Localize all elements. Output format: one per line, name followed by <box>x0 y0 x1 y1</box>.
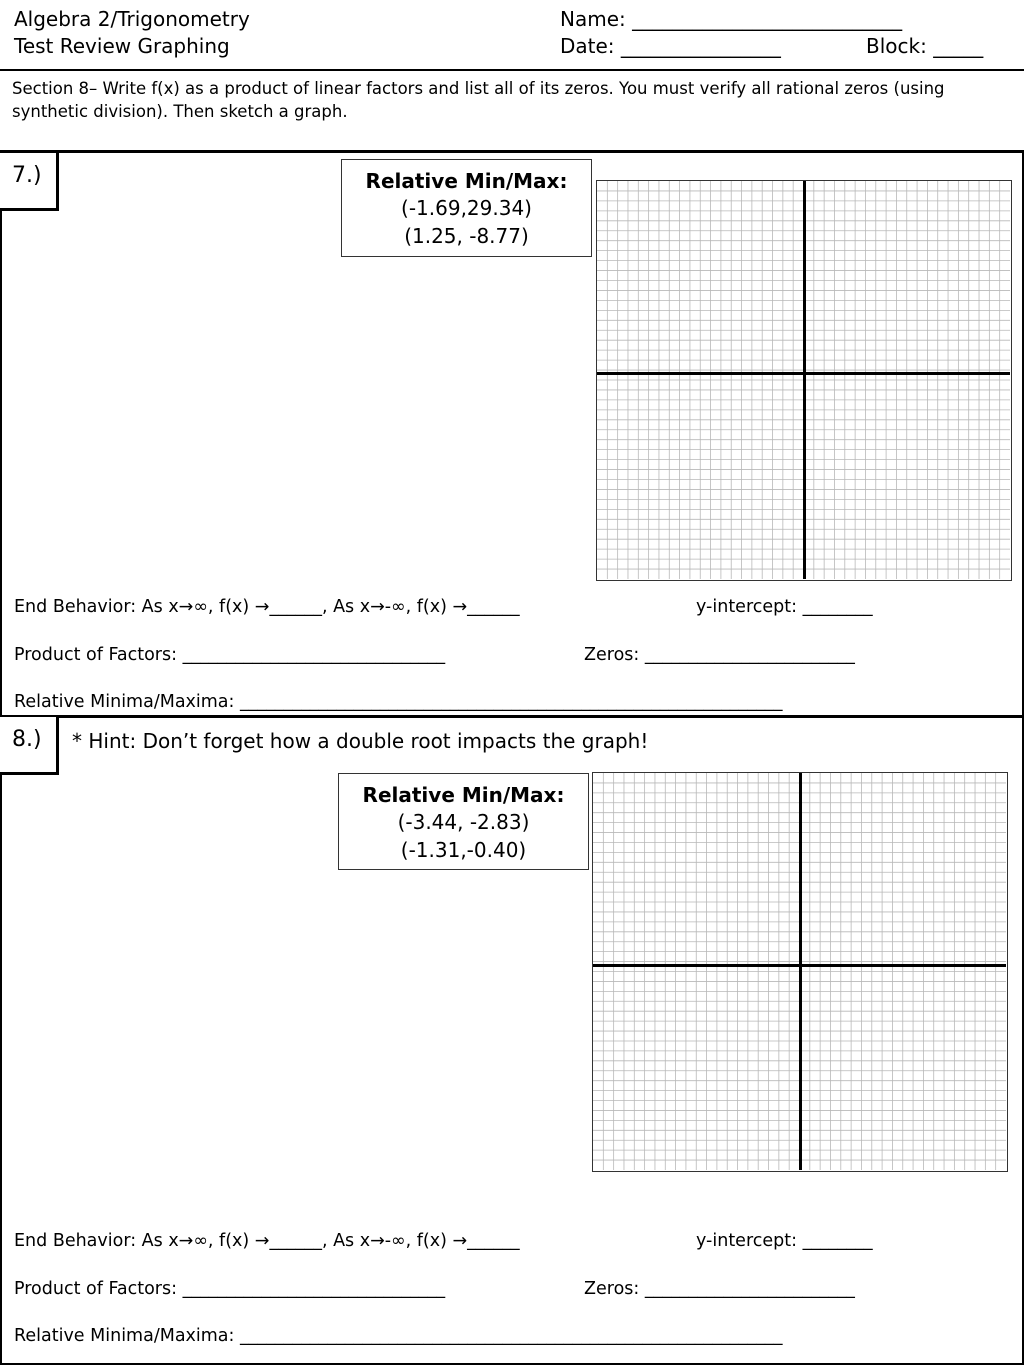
problem-8-hint: * Hint: Don’t forget how a double root impacts the graph! <box>72 729 649 753</box>
product-of-factors-field[interactable]: Product of Factors: ______________________________ <box>14 645 446 665</box>
problem-8-graph-grid[interactable] <box>592 772 1008 1172</box>
x-axis <box>597 372 1010 375</box>
minmax-title: Relative Min/Max: <box>362 783 565 807</box>
minmax-value: (1.25, -8.77) <box>404 224 529 248</box>
zeros-field[interactable]: Zeros: ________________________ <box>584 645 855 665</box>
end-behavior-field[interactable]: End Behavior: As x→∞, f(x) →______, As x→-∞, f(x) →______ <box>14 597 520 617</box>
minmax-value: (-1.31,-0.40) <box>400 838 527 862</box>
x-axis <box>593 964 1006 967</box>
course-title: Algebra 2/Trigonometry <box>14 7 250 31</box>
minmax-value: (-3.44, -2.83) <box>397 810 530 834</box>
relative-minmax-field[interactable]: Relative Minima/Maxima: ______________________________________________________________ <box>14 692 783 712</box>
problem-7-number: 7.) <box>0 153 59 211</box>
header-divider <box>0 69 1024 71</box>
y-axis <box>799 773 802 1170</box>
product-of-factors-field[interactable]: Product of Factors: ______________________________ <box>14 1279 446 1299</box>
block-field[interactable]: Block: _____ <box>866 34 984 58</box>
problem-7-minmax-box <box>341 159 592 257</box>
problem-8-minmax-box <box>338 773 589 870</box>
page-subtitle: Test Review Graphing <box>14 34 230 58</box>
minmax-title: Relative Min/Max: <box>365 169 568 193</box>
relative-minmax-field[interactable]: Relative Minima/Maxima: ______________________________________________________________ <box>14 1326 783 1346</box>
minmax-value: (-1.69,29.34) <box>401 196 532 220</box>
section-instructions: Section 8– Write f(x) as a product of linear factors and list all of its zeros. You must verify all rational zeros (using synthetic division). Then sketch a graph. <box>12 79 945 121</box>
y-intercept-field[interactable]: y-intercept: ________ <box>696 1231 873 1251</box>
name-field[interactable]: Name: ___________________________ <box>560 7 903 31</box>
end-behavior-field[interactable]: End Behavior: As x→∞, f(x) →______, As x→-∞, f(x) →______ <box>14 1231 520 1251</box>
problem-divider <box>0 715 1024 718</box>
y-axis <box>803 181 806 579</box>
date-field[interactable]: Date: ________________ <box>560 34 781 58</box>
zeros-field[interactable]: Zeros: ________________________ <box>584 1279 855 1299</box>
y-intercept-field[interactable]: y-intercept: ________ <box>696 597 873 617</box>
problem-7-graph-grid[interactable] <box>596 180 1012 581</box>
problem-8-number: 8.) <box>0 717 59 775</box>
